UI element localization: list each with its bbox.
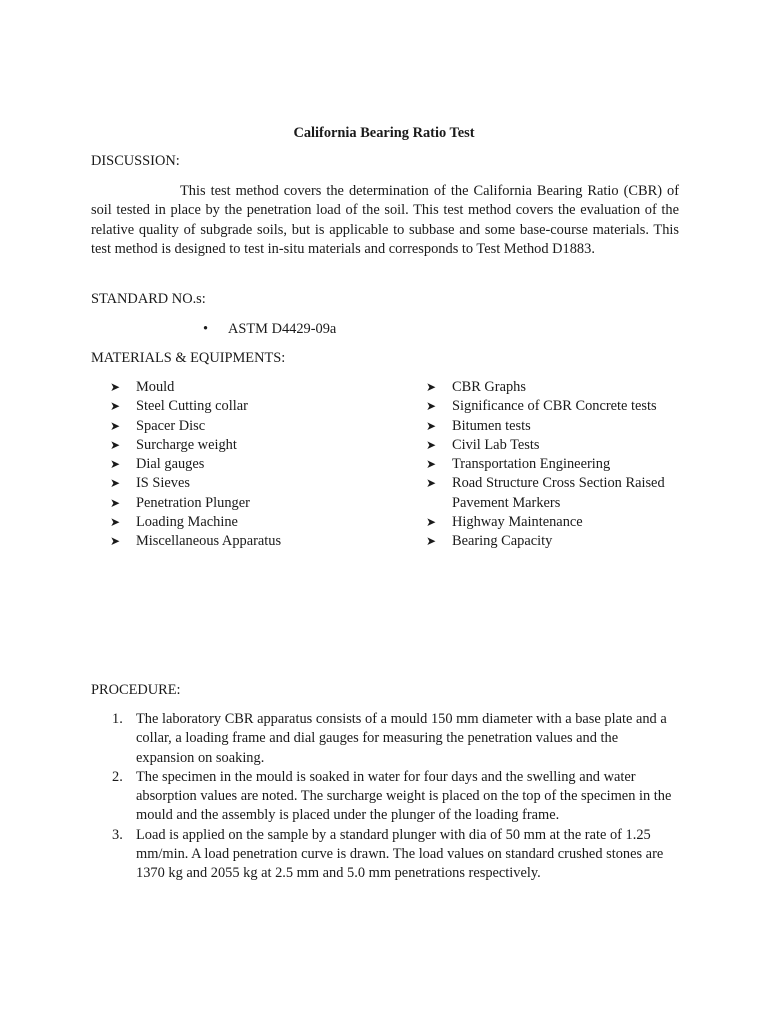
list-item: ➤ Bearing Capacity [426, 532, 686, 551]
list-item: ➤ Penetration Plunger [110, 494, 410, 513]
list-item: ➤ IS Sieves [110, 474, 410, 493]
arrow-bullet-icon: ➤ [426, 457, 437, 472]
arrow-bullet-icon: ➤ [110, 399, 121, 414]
standard-list [203, 320, 336, 339]
page-title: California Bearing Ratio Test [293, 125, 475, 141]
standard-item: ASTM D4429-09a [228, 321, 337, 337]
procedure-step: 3. Load is applied on the sample by a standard plunger with dia of 50 mm at the rate of 1.25 mm/min. A load penetration curve is drawn. The load values on standard crushed stones are 1370 kg and 2055 kg at 2.5 mm and 5.0 mm penetrations respectively. [112, 826, 664, 882]
arrow-bullet-icon: ➤ [426, 534, 437, 549]
materials-list-right [426, 378, 686, 552]
arrow-bullet-icon: ➤ [110, 380, 121, 394]
list-item: ➤ CBR Graphs [426, 378, 686, 397]
list-item: ➤ Loading Machine [110, 513, 410, 532]
list-item: ➤ Bitumen tests [426, 417, 686, 436]
bullet-icon: • [203, 321, 209, 337]
list-item: ➤ Dial gauges [110, 455, 410, 474]
procedure-step: 1. The laboratory CBR apparatus consists of a mould 150 mm diameter with a base plate and a collar, a loading frame and dial gauges for measuring the penetration values and the expansion on soaking. [112, 711, 667, 766]
arrow-bullet-icon: ➤ [110, 418, 121, 433]
procedure-heading: PROCEDURE: [91, 682, 181, 698]
step-number: 1. [112, 711, 123, 727]
standard-heading: STANDARD NO.s: [91, 291, 206, 307]
list-item: ➤ Surcharge weight [110, 436, 410, 455]
discussion-heading: DISCUSSION: [91, 153, 180, 169]
materials-heading: MATERIALS & EQUIPMENTS: [91, 350, 286, 366]
procedure-step: 2. The specimen in the mould is soaked in water for four days and the swelling and water absorption values are noted. The surcharge weight is placed on the top of the specimen in the mould and the assembly is placed under the plunger of the loading frame. [112, 768, 672, 824]
step-number: 3. [112, 826, 123, 843]
arrow-bullet-icon: ➤ [426, 380, 437, 394]
list-item: ➤ Spacer Disc [110, 417, 410, 436]
list-item: ➤ Road Structure Cross Section Raised Pavement Markers [426, 475, 665, 511]
arrow-bullet-icon: ➤ [426, 437, 437, 452]
arrow-bullet-icon: ➤ [110, 476, 121, 491]
arrow-bullet-icon: ➤ [110, 495, 121, 510]
step-number: 2. [112, 768, 123, 785]
list-item: ➤ Steel Cutting collar [110, 397, 410, 416]
list-item: ➤ Transportation Engineering [426, 455, 686, 474]
arrow-bullet-icon: ➤ [110, 457, 121, 472]
arrow-bullet-icon: ➤ [110, 437, 121, 452]
discussion-text: This test method covers the determination of the California Bearing Ratio (CBR) of soil tested in place by the penetration load of the soil. This test method covers the evaluation of the relative quality of subgrade soils, but is applicable to subbase and some base-course materials. This test method is designed to test in-situ materials and corresponds to Test Method D1883. [91, 183, 679, 257]
arrow-bullet-icon: ➤ [110, 515, 121, 530]
list-item: ➤ Civil Lab Tests [426, 436, 686, 455]
arrow-bullet-icon: ➤ [426, 399, 437, 414]
list-item: ➤ Highway Maintenance [426, 513, 686, 532]
list-item: ➤ Significance of CBR Concrete tests [426, 397, 686, 416]
procedure-list [110, 710, 680, 884]
list-item: ➤ Miscellaneous Apparatus [110, 532, 410, 551]
list-item: ➤ Mould [110, 378, 410, 397]
arrow-bullet-icon: ➤ [426, 515, 437, 530]
arrow-bullet-icon: ➤ [110, 534, 121, 549]
arrow-bullet-icon: ➤ [426, 418, 437, 433]
discussion-paragraph [91, 182, 679, 259]
arrow-bullet-icon: ➤ [426, 476, 437, 491]
materials-list-left [110, 378, 410, 552]
